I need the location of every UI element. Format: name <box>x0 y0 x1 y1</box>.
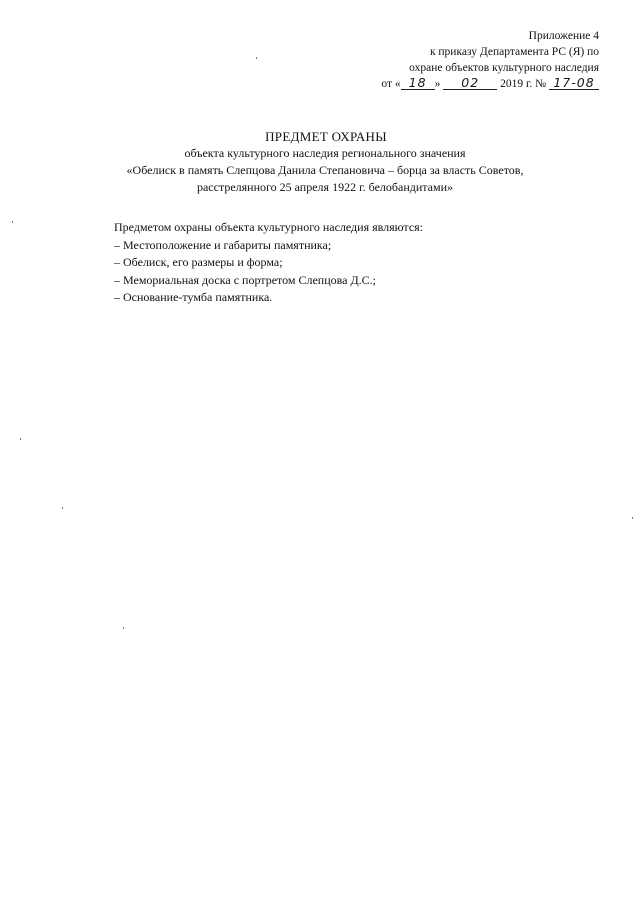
order-month-handwritten: 02 <box>443 76 497 90</box>
scan-speck <box>123 627 124 629</box>
scan-speck <box>256 57 257 59</box>
document-title-block <box>0 128 640 196</box>
document-subtitle-line-3: расстрелянного 25 апреля 1922 г. белобандитами» <box>196 180 454 194</box>
order-date-number-line <box>369 76 599 92</box>
document-subtitle-line-1: объекта культурного наследия регионального значения <box>184 146 466 160</box>
scan-speck <box>12 221 13 223</box>
list-item: – Местоположение и габариты памятника; <box>114 237 332 252</box>
order-date-prefix: от « <box>381 78 401 90</box>
document-subtitle-line-2: «Обелиск в память Слепцова Данила Степановича – борца за власть Советов, <box>126 163 524 177</box>
list-item: – Основание-тумба памятника. <box>114 290 273 304</box>
order-day-handwritten: 18 <box>401 76 435 90</box>
appendix-number: Приложение 4 <box>528 30 599 42</box>
protection-subject-list <box>114 219 534 307</box>
order-reference-line-2: охране объектов культурного наследия <box>409 62 599 74</box>
scan-speck <box>20 438 21 440</box>
scan-speck <box>62 507 63 509</box>
order-reference-line-1: к приказу Департамента РС (Я) по <box>429 46 599 58</box>
list-intro: Предметом охраны объекта культурного наследия являются: <box>114 220 424 234</box>
order-number-handwritten: 17-08 <box>549 76 599 90</box>
appendix-header <box>369 28 599 92</box>
list-item: – Мемориальная доска с портретом Слепцова Д.С.; <box>114 272 376 287</box>
list-item: – Обелиск, его размеры и форма; <box>114 255 283 269</box>
order-date-mid: » <box>434 78 441 90</box>
document-title: ПРЕДМЕТ ОХРАНЫ <box>265 129 387 144</box>
order-year-text: 2019 г. № <box>500 78 547 90</box>
scan-speck <box>632 517 633 519</box>
